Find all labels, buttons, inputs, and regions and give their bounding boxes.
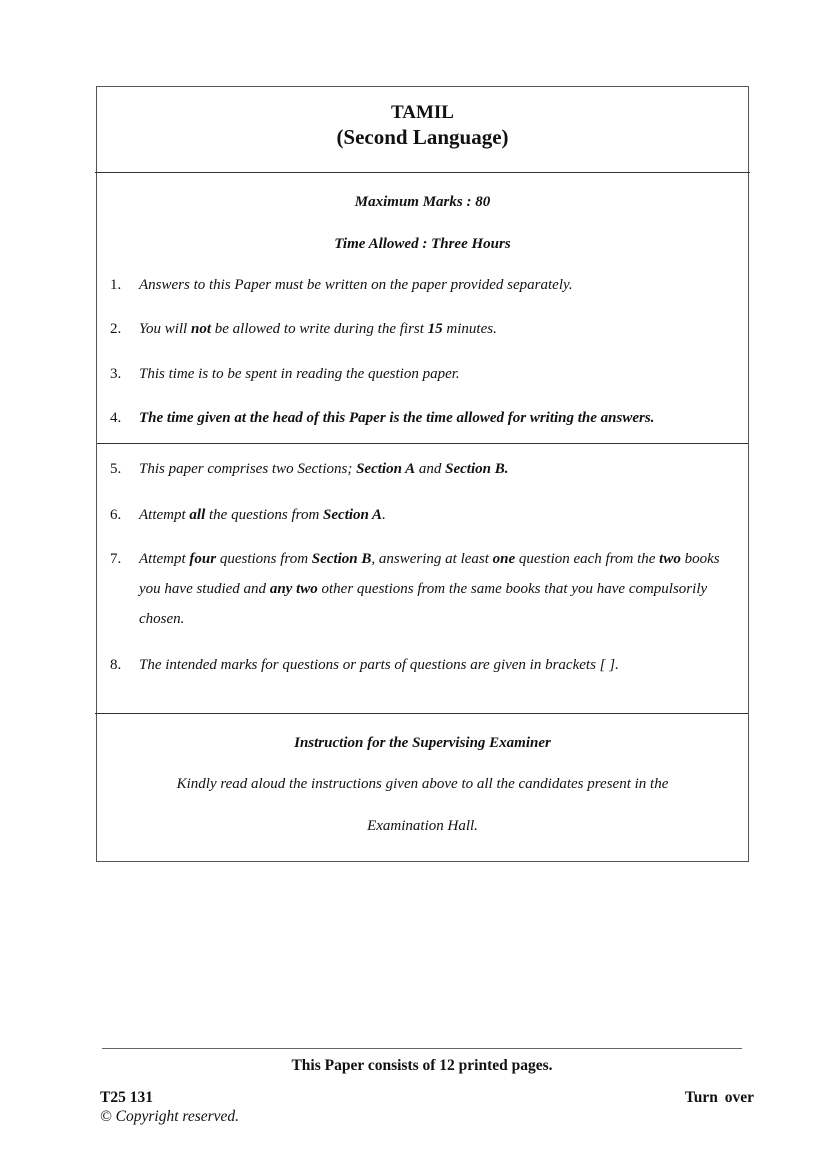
instruction-number: 3.	[110, 366, 122, 382]
instruction-text: Answers to this Paper must be written on the paper provided separately.	[139, 277, 573, 293]
instruction-number: 6.	[110, 507, 122, 523]
divider	[95, 713, 748, 714]
divider	[97, 443, 748, 444]
instruction-number: 4.	[110, 410, 122, 426]
instruction-text: This time is to be spent in reading the question paper.	[139, 366, 460, 382]
instructions-box	[96, 86, 749, 862]
instruction-number: 1.	[110, 277, 122, 293]
instruction-text: The time given at the head of this Paper is the time allowed for writing the answers.	[139, 410, 655, 426]
instruction-number: 7.	[110, 551, 122, 567]
subject-subtitle: (Second Language)	[336, 125, 509, 149]
supervisor-heading: Instruction for the Supervising Examiner	[294, 735, 551, 751]
title-block	[97, 87, 748, 173]
instruction-text: The intended marks for questions or parts of questions are given in brackets [ ].	[139, 657, 619, 673]
copyright: © Copyright reserved.	[100, 1108, 240, 1125]
instruction-number: 2.	[110, 321, 122, 337]
time-allowed: Time Allowed : Three Hours	[334, 236, 511, 252]
subject-title: TAMIL	[391, 102, 454, 123]
instruction-text: You will not be allowed to write during the first 15 minutes.	[139, 321, 497, 337]
turn-over: Turn over	[684, 1089, 754, 1106]
supervisor-text-line1: Kindly read aloud the instructions given above to all the candidates present in the	[176, 776, 669, 792]
divider	[95, 172, 750, 173]
instruction-text: This paper comprises two Sections; Section A and Section B.	[139, 461, 509, 477]
max-marks: Maximum Marks : 80	[354, 194, 491, 210]
instruction-number: 8.	[110, 657, 122, 673]
instruction-text: Attempt four questions from Section B, answering at least one question each from the two books you have studied and any two other questions from the same books that you have compulsorily chosen.	[139, 551, 720, 627]
instruction-text: Attempt all the questions from Section A.	[139, 507, 386, 523]
footer-rule	[102, 1048, 742, 1049]
pages-note: This Paper consists of 12 printed pages.	[291, 1057, 553, 1074]
supervisor-text-line2: Examination Hall.	[367, 818, 478, 834]
instruction-number: 5.	[110, 461, 122, 477]
paper-code: T25 131	[100, 1089, 153, 1106]
